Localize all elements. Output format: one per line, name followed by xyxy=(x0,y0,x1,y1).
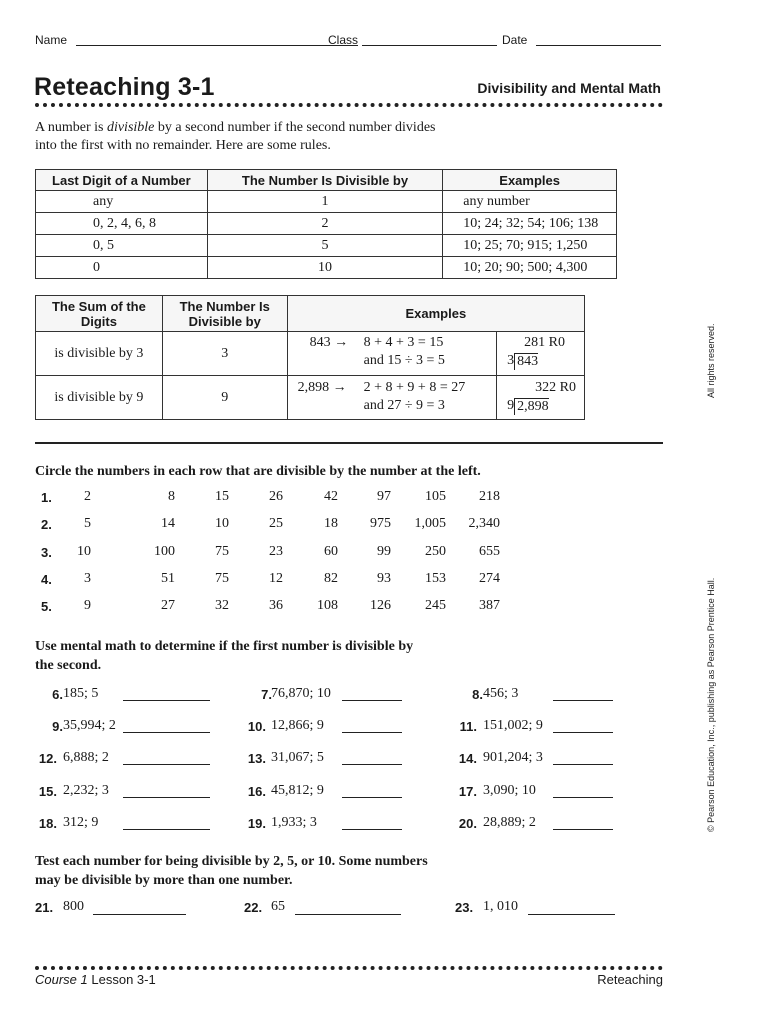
example-digit-sum: 8 + 4 + 3 = 15 xyxy=(363,335,444,350)
circle-candidate[interactable]: 75 xyxy=(215,543,229,559)
instruction-line: may be divisible by more than one number. xyxy=(35,873,293,888)
example-division: and 15 ÷ 3 = 5 xyxy=(363,353,445,368)
instruction-line: the second. xyxy=(35,658,102,673)
exercise-number: 4. xyxy=(41,571,52,587)
table-row xyxy=(36,191,617,213)
footer-divider xyxy=(35,966,663,970)
table-cell: any xyxy=(36,191,208,213)
exercise-number: 20. xyxy=(458,815,477,831)
exercise-divisor: 5 xyxy=(84,516,91,532)
example-division: and 27 ÷ 9 = 3 xyxy=(363,398,445,413)
exercise-prompt: 2,232; 3 xyxy=(63,782,109,798)
exercise-prompt: 312; 9 xyxy=(63,814,99,830)
exercise-number: 6. xyxy=(52,687,63,702)
table-cell: 10; 20; 90; 500; 4,300 xyxy=(443,257,617,279)
circle-candidate[interactable]: 14 xyxy=(161,516,175,532)
circle-candidate[interactable]: 108 xyxy=(317,598,338,614)
table-header-row xyxy=(36,170,617,191)
rights-notice: All rights reserved. xyxy=(706,323,716,398)
circle-candidate[interactable]: 975 xyxy=(370,516,391,532)
answer-blank[interactable] xyxy=(123,797,210,798)
exercise-number: 21. xyxy=(35,900,54,915)
circle-candidate[interactable]: 32 xyxy=(215,598,229,614)
long-division-cell xyxy=(497,332,585,376)
circle-candidate[interactable]: 15 xyxy=(215,489,229,504)
page-subtitle: Divisibility and Mental Math xyxy=(477,80,661,96)
column-header: Examples xyxy=(287,296,584,332)
answer-blank[interactable] xyxy=(553,829,613,830)
table-cell: any number xyxy=(443,191,617,213)
name-label: Name xyxy=(35,33,68,47)
table-row xyxy=(36,213,617,235)
exercise-prompt: 6,888; 2 xyxy=(63,750,109,766)
exercise-prompt: 1,933; 3 xyxy=(271,814,317,830)
footer-course xyxy=(35,972,156,987)
table-cell: 0 xyxy=(36,257,208,279)
answer-blank[interactable] xyxy=(123,700,210,701)
circle-candidate[interactable]: 60 xyxy=(324,543,338,559)
circle-candidate[interactable]: 100 xyxy=(154,543,175,559)
example-digit-sum: 2 + 8 + 9 + 8 = 27 xyxy=(363,380,466,395)
table-cell: 5 xyxy=(207,235,443,257)
exercise-prompt: 456; 3 xyxy=(483,686,519,701)
column-header: The Number Is Divisible by xyxy=(207,170,443,191)
exercise-number: 8. xyxy=(472,687,483,702)
date-label: Date xyxy=(502,33,528,47)
exercise-number: 17. xyxy=(458,783,477,799)
circle-candidate[interactable]: 10 xyxy=(215,516,229,532)
instruction-line: Test each number for being divisible by 2, 5, or 10. Some numbers xyxy=(35,854,428,869)
date-field[interactable] xyxy=(536,45,661,46)
page-title: Reteaching 3-1 xyxy=(34,73,215,101)
division-dividend: 843 xyxy=(514,353,538,370)
division-quotient: 281 R0 xyxy=(524,335,565,350)
answer-blank[interactable] xyxy=(93,914,186,915)
answer-blank[interactable] xyxy=(123,732,210,733)
circle-candidate[interactable]: 126 xyxy=(370,598,391,614)
exercise-number: 22. xyxy=(244,900,263,915)
exercise-row xyxy=(0,598,768,618)
exercise-number: 19. xyxy=(247,815,266,831)
circle-candidate[interactable]: 42 xyxy=(324,489,338,504)
circle-candidate[interactable]: 105 xyxy=(425,489,446,504)
digit-sum-rules-table xyxy=(35,295,585,420)
circle-candidate[interactable]: 99 xyxy=(377,543,391,559)
exercise-number: 10. xyxy=(247,719,266,735)
exercise-prompt: 3,090; 10 xyxy=(483,782,536,798)
table-row xyxy=(36,235,617,257)
intro-text-1: A number is xyxy=(35,120,107,135)
exercise-number: 3. xyxy=(41,544,52,560)
exercise-row xyxy=(0,489,768,509)
exercise-number: 7. xyxy=(261,687,272,702)
circle-instruction: Circle the numbers in each row that are divisible by the number at the left. xyxy=(35,464,481,479)
exercise-prompt: 901,204; 3 xyxy=(483,750,543,766)
student-info-header xyxy=(35,33,663,51)
answer-blank[interactable] xyxy=(342,829,402,830)
column-header: The Number Is Divisible by xyxy=(162,296,287,332)
answer-blank[interactable] xyxy=(553,797,613,798)
table-cell: 2 xyxy=(207,213,443,235)
exercise-row xyxy=(0,544,768,564)
exercise-prompt: 800 xyxy=(63,899,84,914)
intro-italic: divisible xyxy=(106,120,155,135)
exercise-prompt: 185; 5 xyxy=(63,686,99,701)
table-row xyxy=(36,257,617,279)
test-divisibility-instruction xyxy=(35,852,428,890)
exercise-number: 9. xyxy=(52,719,63,735)
title-divider xyxy=(35,103,663,107)
example-sum-cell xyxy=(287,376,497,420)
circle-candidate[interactable]: 97 xyxy=(377,489,391,504)
division-dividend: 2,898 xyxy=(514,398,549,415)
circle-candidate[interactable]: 245 xyxy=(425,598,446,614)
answer-blank[interactable] xyxy=(123,829,210,830)
circle-candidate[interactable]: 27 xyxy=(161,598,175,614)
exercise-number: 13. xyxy=(247,751,266,767)
exercise-prompt: 151,002; 9 xyxy=(483,718,543,734)
answer-blank[interactable] xyxy=(342,764,402,765)
answer-blank[interactable] xyxy=(528,914,615,915)
circle-candidate[interactable]: 51 xyxy=(161,570,175,586)
last-digit-rules-table xyxy=(35,169,617,279)
footer-label: Reteaching xyxy=(597,972,663,987)
circle-candidate[interactable]: 655 xyxy=(479,543,500,559)
exercise-divisor: 10 xyxy=(77,543,91,559)
division-divisor: 3 xyxy=(507,353,515,368)
table-cell: 10; 25; 70; 915; 1,250 xyxy=(443,235,617,257)
exercise-number: 15. xyxy=(38,783,57,799)
exercise-prompt: 76,870; 10 xyxy=(271,686,331,701)
column-header: Last Digit of a Number xyxy=(36,170,208,191)
column-header: The Sum of the Digits xyxy=(36,296,163,332)
circle-candidate[interactable]: 26 xyxy=(269,489,283,504)
exercise-divisor: 3 xyxy=(84,570,91,586)
column-header: Examples xyxy=(443,170,617,191)
circle-candidate[interactable]: 36 xyxy=(269,598,283,614)
circle-candidate[interactable]: 18 xyxy=(324,516,338,532)
mental-math-instruction xyxy=(35,637,413,675)
intro-text-2: by a second number if the second number divides into the first with no remainder. Here are some rules. xyxy=(35,120,436,153)
exercise-number: 23. xyxy=(455,900,474,915)
table-cell: 3 xyxy=(162,332,287,376)
answer-blank[interactable] xyxy=(342,700,402,701)
answer-blank[interactable] xyxy=(553,764,613,765)
footer-lesson: Lesson 3-1 xyxy=(91,972,156,987)
intro-paragraph xyxy=(35,119,455,155)
exercise-prompt: 12,866; 9 xyxy=(271,718,324,734)
circle-candidate[interactable]: 274 xyxy=(479,570,500,586)
instruction-line: Use mental math to determine if the first number is divisible by xyxy=(35,639,414,654)
table-row xyxy=(36,332,585,376)
exercise-number: 2. xyxy=(41,517,52,533)
table-cell: 0, 2, 4, 6, 8 xyxy=(36,213,208,235)
table-row xyxy=(36,376,585,420)
exercise-prompt: 45,812; 9 xyxy=(271,782,324,798)
division-divisor: 9 xyxy=(507,398,515,413)
exercise-prompt: 35,994; 2 xyxy=(63,718,116,734)
exercise-number: 1. xyxy=(41,490,52,505)
exercise-row xyxy=(0,516,768,536)
answer-blank[interactable] xyxy=(342,797,402,798)
circle-candidate[interactable]: 2,340 xyxy=(468,516,500,532)
circle-candidate[interactable]: 12 xyxy=(269,570,283,586)
division-quotient: 322 R0 xyxy=(535,380,576,395)
copyright-notice: © Pearson Education, Inc., publishing as Pearson Prentice Hall. xyxy=(706,577,716,832)
circle-candidate[interactable]: 153 xyxy=(425,570,446,586)
class-label: Class xyxy=(328,33,359,47)
circle-candidate[interactable]: 75 xyxy=(215,570,229,586)
section-divider xyxy=(35,442,663,444)
exercise-number: 11. xyxy=(459,719,477,735)
name-field[interactable] xyxy=(76,45,358,46)
example-sum-cell xyxy=(287,332,497,376)
exercise-divisor: 9 xyxy=(84,598,91,614)
answer-blank[interactable] xyxy=(295,914,401,915)
answer-blank[interactable] xyxy=(553,700,613,701)
exercise-prompt: 28,889; 2 xyxy=(483,814,536,830)
table-cell: 0, 5 xyxy=(36,235,208,257)
circle-candidate[interactable]: 23 xyxy=(269,543,283,559)
exercise-number: 16. xyxy=(247,783,266,799)
table-header-row xyxy=(36,296,585,332)
circle-candidate[interactable]: 387 xyxy=(479,598,500,614)
circle-candidate[interactable]: 218 xyxy=(479,489,500,504)
circle-candidate[interactable]: 1,005 xyxy=(414,516,446,532)
class-field[interactable] xyxy=(362,45,497,46)
circle-candidate[interactable]: 250 xyxy=(425,543,446,559)
table-cell: is divisible by 9 xyxy=(36,376,163,420)
exercise-row xyxy=(0,571,768,591)
exercise-prompt: 1, 010 xyxy=(483,899,518,914)
exercise-number: 14. xyxy=(458,751,477,767)
exercise-prompt: 65 xyxy=(271,899,285,914)
table-cell: is divisible by 3 xyxy=(36,332,163,376)
long-division-cell xyxy=(497,376,585,420)
circle-candidate[interactable]: 93 xyxy=(377,570,391,586)
table-cell: 9 xyxy=(162,376,287,420)
table-cell: 10; 24; 32; 54; 106; 138 xyxy=(443,213,617,235)
exercise-prompt: 31,067; 5 xyxy=(271,750,324,766)
exercise-number: 12. xyxy=(38,751,57,767)
footer-course-name: Course 1 xyxy=(35,972,88,987)
answer-blank[interactable] xyxy=(342,732,402,733)
answer-blank[interactable] xyxy=(553,732,613,733)
answer-blank[interactable] xyxy=(123,764,210,765)
example-number: 2,898 → xyxy=(297,380,347,395)
exercise-divisor: 2 xyxy=(84,489,91,504)
circle-candidate[interactable]: 82 xyxy=(324,570,338,586)
exercise-number: 5. xyxy=(41,599,52,615)
table-cell: 1 xyxy=(207,191,443,213)
example-number: 843 → xyxy=(309,335,349,350)
circle-candidate[interactable]: 25 xyxy=(269,516,283,532)
table-cell: 10 xyxy=(207,257,443,279)
circle-candidate[interactable]: 8 xyxy=(168,489,175,504)
exercise-number: 18. xyxy=(38,815,57,831)
